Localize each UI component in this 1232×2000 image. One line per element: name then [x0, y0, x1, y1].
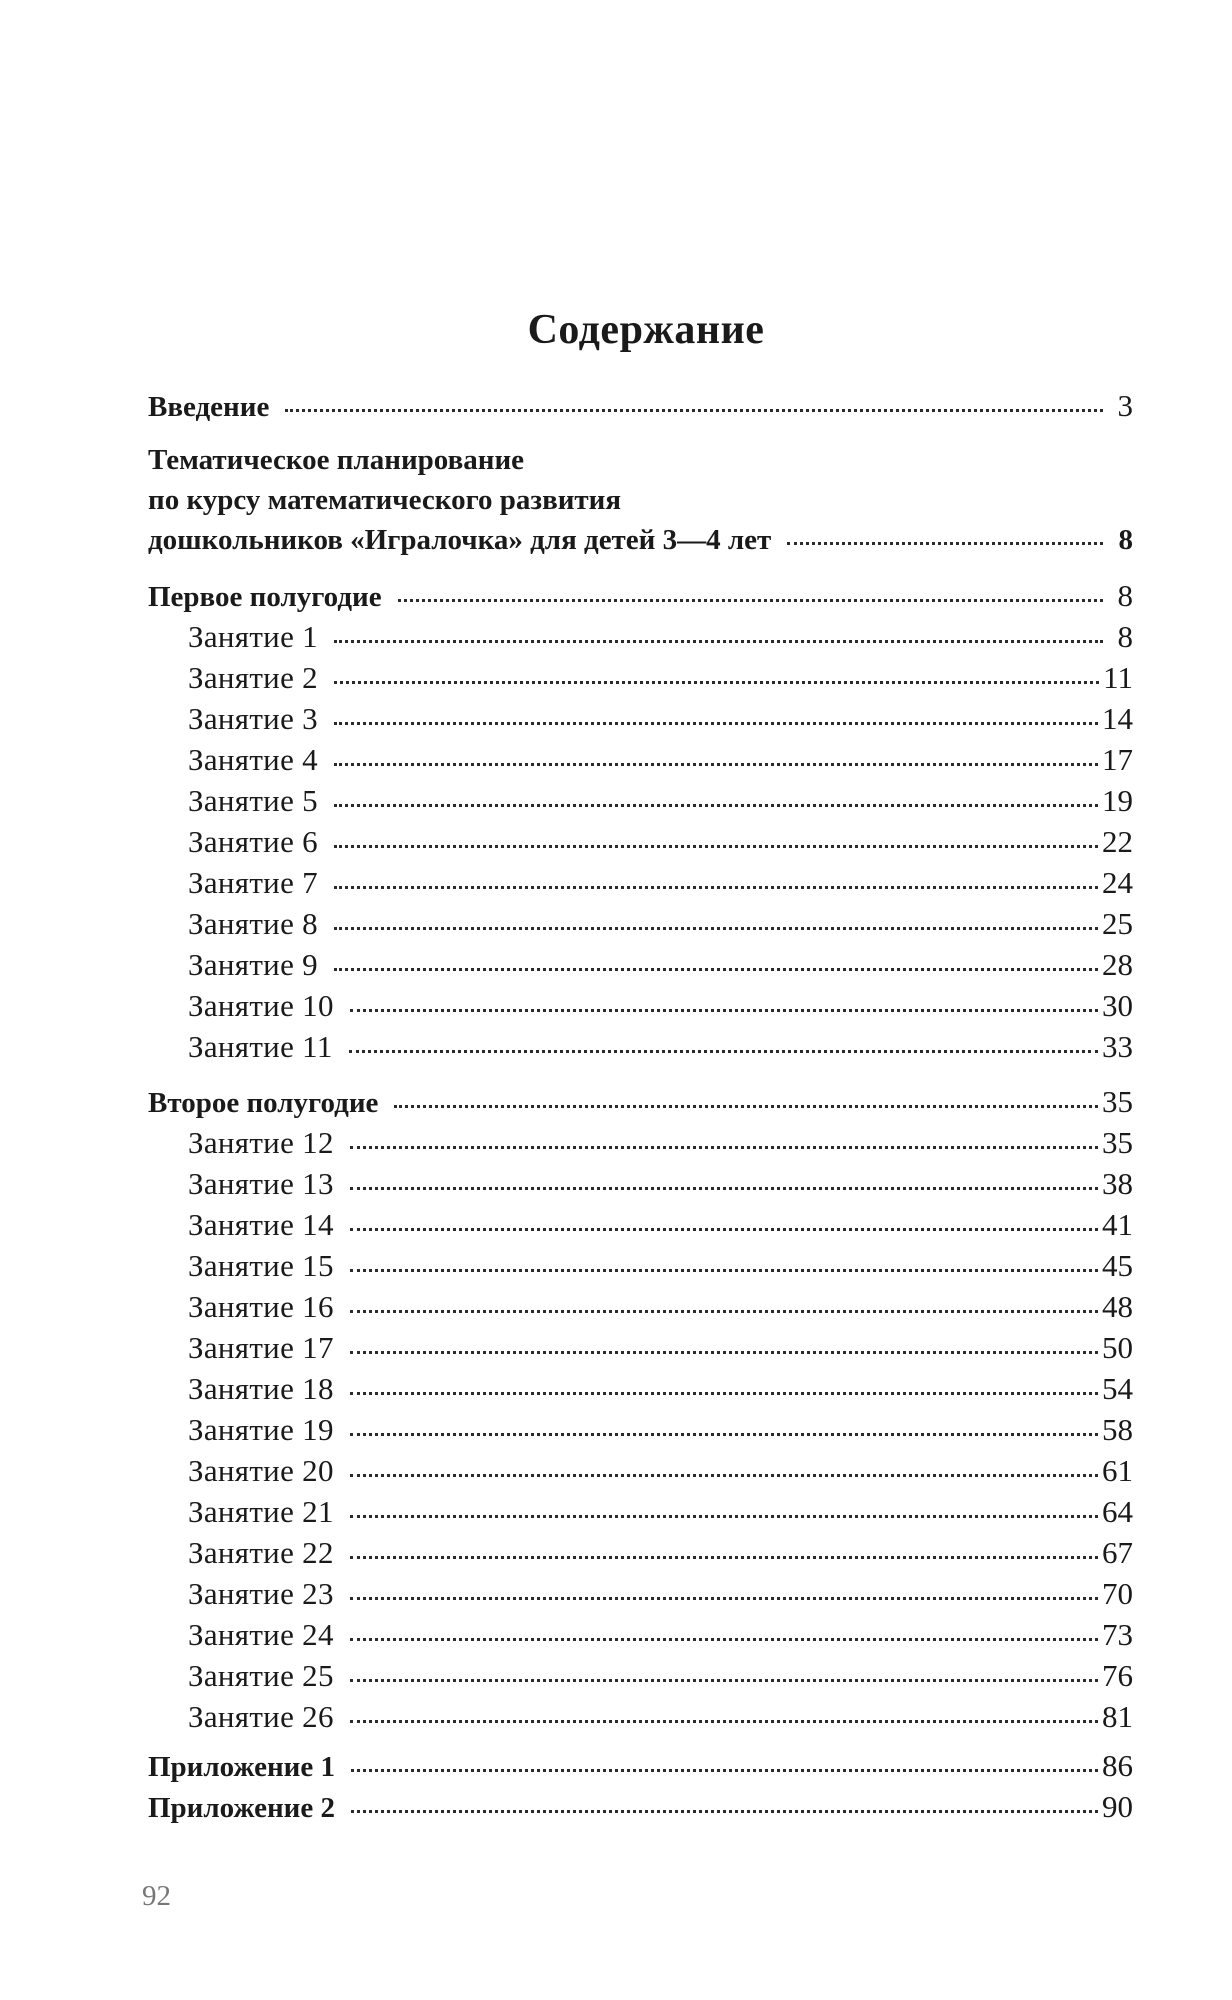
toc-entry-label: Занятие 22 — [188, 1535, 334, 1570]
dot-leader — [398, 599, 1103, 602]
dot-leader — [351, 1769, 1098, 1772]
toc-entry-page: 50 — [1102, 1330, 1133, 1365]
dot-leader — [334, 681, 1099, 684]
dot-leader — [334, 804, 1098, 807]
page-title: Содержание — [527, 307, 765, 353]
toc-entry-page: 61 — [1102, 1453, 1133, 1488]
toc-entry-page: 3 — [1117, 388, 1133, 423]
dot-leader — [334, 968, 1098, 971]
toc-entry-label: Занятие 10 — [188, 988, 334, 1023]
toc-entry-label: Первое полугодие — [148, 581, 382, 613]
toc-entry-label: Занятие 6 — [188, 824, 318, 859]
toc-entry-page: 22 — [1102, 824, 1133, 859]
dot-leader — [350, 1720, 1098, 1723]
toc-entry-page: 17 — [1102, 742, 1133, 777]
toc-entry-page: 86 — [1102, 1748, 1133, 1783]
dot-leader — [350, 1392, 1098, 1395]
toc-entry-thematic-last — [148, 520, 1133, 561]
toc-lesson-entry — [148, 1491, 1133, 1532]
toc-entry-label: Занятие 7 — [188, 865, 318, 900]
toc-entry-page: 14 — [1102, 701, 1133, 736]
page-number: 92 — [142, 1880, 171, 1912]
toc-entry-label: Занятие 19 — [188, 1412, 334, 1447]
dot-leader — [350, 1009, 1098, 1012]
dot-leader — [349, 1050, 1098, 1053]
toc-entry-page: 11 — [1103, 660, 1133, 695]
toc-entry-page: 8 — [1117, 619, 1133, 654]
dot-leader — [285, 409, 1103, 412]
dot-leader — [350, 1146, 1098, 1149]
toc-entry-half1 — [148, 575, 1133, 616]
toc-entry-label: Занятие 13 — [188, 1166, 334, 1201]
toc-lesson-entry — [148, 903, 1133, 944]
toc-entry-label-line: Тематическое планирование — [148, 444, 525, 476]
dot-leader — [351, 1810, 1098, 1813]
dot-leader — [350, 1187, 1098, 1190]
toc-lesson-entry — [148, 739, 1133, 780]
toc-entry-label: Занятие 9 — [188, 947, 318, 982]
toc-entry-page: 41 — [1102, 1207, 1133, 1242]
dot-leader — [334, 886, 1098, 889]
toc-lesson-entry — [148, 944, 1133, 985]
toc-entry-label: Занятие 12 — [188, 1125, 334, 1160]
toc-entry-label: Занятие 21 — [188, 1494, 334, 1529]
toc-entry-page: 67 — [1102, 1535, 1133, 1570]
toc-entry-thematic — [148, 440, 1133, 561]
toc-entry-label: Занятие 8 — [188, 906, 318, 941]
toc-entry-page: 48 — [1102, 1289, 1133, 1324]
toc-lesson-entry — [148, 862, 1133, 903]
toc-entry-page: 54 — [1102, 1371, 1133, 1406]
dot-leader — [334, 722, 1098, 725]
half2-lesson-list — [148, 1122, 1133, 1737]
dot-leader — [350, 1433, 1098, 1436]
toc-lesson-entry — [148, 1286, 1133, 1327]
toc-lesson-entry — [148, 1532, 1133, 1573]
toc-entry-label: Занятие 23 — [188, 1576, 334, 1611]
toc-lesson-entry — [148, 1696, 1133, 1737]
toc-entry-label: Введение — [148, 391, 270, 423]
dot-leader — [334, 640, 1103, 643]
dot-leader — [787, 542, 1103, 545]
dot-leader — [350, 1474, 1098, 1477]
toc-entry-page: 76 — [1102, 1658, 1133, 1693]
toc-entry-page: 90 — [1102, 1789, 1133, 1824]
toc-entry-page: 73 — [1102, 1617, 1133, 1652]
dot-leader — [350, 1515, 1098, 1518]
toc-entry-label: Занятие 5 — [188, 783, 318, 818]
toc-lesson-entry — [148, 1450, 1133, 1491]
toc-lesson-entry — [148, 1245, 1133, 1286]
toc-lesson-entry — [148, 1409, 1133, 1450]
toc-entry-label: Занятие 3 — [188, 701, 318, 736]
toc-lesson-entry — [148, 1026, 1133, 1067]
toc-entry-page: 38 — [1102, 1166, 1133, 1201]
dot-leader — [334, 763, 1098, 766]
toc-entry-page: 30 — [1102, 988, 1133, 1023]
toc-lesson-entry — [148, 1163, 1133, 1204]
toc-lesson-entry — [148, 780, 1133, 821]
toc-entry-page: 35 — [1102, 1084, 1133, 1119]
toc-lesson-entry — [148, 821, 1133, 862]
dot-leader — [350, 1228, 1098, 1231]
toc-entry-page: 64 — [1102, 1494, 1133, 1529]
half1-lesson-list — [148, 616, 1133, 1067]
toc-entry-label: Занятие 17 — [188, 1330, 334, 1365]
toc-entry-label: дошкольников «Игралочка» для детей 3—4 лет — [148, 524, 772, 556]
toc-lesson-entry — [148, 985, 1133, 1026]
toc-lesson-entry — [148, 1122, 1133, 1163]
toc-lesson-entry — [148, 1655, 1133, 1696]
toc-entry-appendix-1 — [148, 1745, 1133, 1786]
toc-lesson-entry — [148, 1573, 1133, 1614]
toc-entry-page: 8 — [1118, 524, 1133, 556]
toc-lesson-entry — [148, 698, 1133, 739]
toc-entry-label: Занятие 16 — [188, 1289, 334, 1324]
toc-entry-page: 8 — [1117, 578, 1133, 613]
toc-entry-label: Занятие 2 — [188, 660, 318, 695]
dot-leader — [394, 1105, 1098, 1108]
toc-entry-appendix-2 — [148, 1786, 1133, 1827]
toc-entry-page: 24 — [1102, 865, 1133, 900]
toc-entry-label: Занятие 11 — [188, 1029, 333, 1064]
toc-lesson-entry — [148, 657, 1133, 698]
toc-entry-label: Занятие 26 — [188, 1699, 334, 1734]
toc-entry-page: 35 — [1102, 1125, 1133, 1160]
toc-entry-label: Занятие 15 — [188, 1248, 334, 1283]
toc-entry-intro — [148, 385, 1133, 426]
toc-lesson-entry — [148, 1327, 1133, 1368]
toc-entry-page: 19 — [1102, 783, 1133, 818]
toc-entry-label-line: по курсу математического развития — [148, 484, 622, 516]
toc-entry-page: 81 — [1102, 1699, 1133, 1734]
table-of-contents — [148, 385, 1133, 1827]
toc-entry-label: Занятие 4 — [188, 742, 318, 777]
dot-leader — [350, 1556, 1098, 1559]
toc-entry-label: Занятие 20 — [188, 1453, 334, 1488]
dot-leader — [350, 1310, 1098, 1313]
dot-leader — [334, 927, 1098, 930]
dot-leader — [350, 1597, 1098, 1600]
toc-entry-label: Приложение 1 — [148, 1751, 335, 1783]
toc-entry-half2 — [148, 1081, 1133, 1122]
toc-lesson-entry — [148, 1368, 1133, 1409]
dot-leader — [350, 1638, 1098, 1641]
toc-lesson-entry — [148, 616, 1133, 657]
toc-entry-page: 25 — [1102, 906, 1133, 941]
toc-entry-label: Занятие 1 — [188, 619, 318, 654]
toc-lesson-entry — [148, 1204, 1133, 1245]
toc-entry-page: 28 — [1102, 947, 1133, 982]
toc-entry-page: 70 — [1102, 1576, 1133, 1611]
toc-entry-label: Занятие 14 — [188, 1207, 334, 1242]
dot-leader — [350, 1679, 1098, 1682]
toc-entry-label: Приложение 2 — [148, 1792, 335, 1824]
toc-entry-page: 58 — [1102, 1412, 1133, 1447]
toc-entry-label: Второе полугодие — [148, 1087, 379, 1119]
dot-leader — [334, 845, 1098, 848]
toc-lesson-entry — [148, 1614, 1133, 1655]
toc-entry-page: 45 — [1102, 1248, 1133, 1283]
dot-leader — [350, 1269, 1098, 1272]
dot-leader — [350, 1351, 1098, 1354]
toc-entry-page: 33 — [1102, 1029, 1133, 1064]
toc-entry-label: Занятие 18 — [188, 1371, 334, 1406]
toc-entry-label: Занятие 25 — [188, 1658, 334, 1693]
toc-entry-label: Занятие 24 — [188, 1617, 334, 1652]
